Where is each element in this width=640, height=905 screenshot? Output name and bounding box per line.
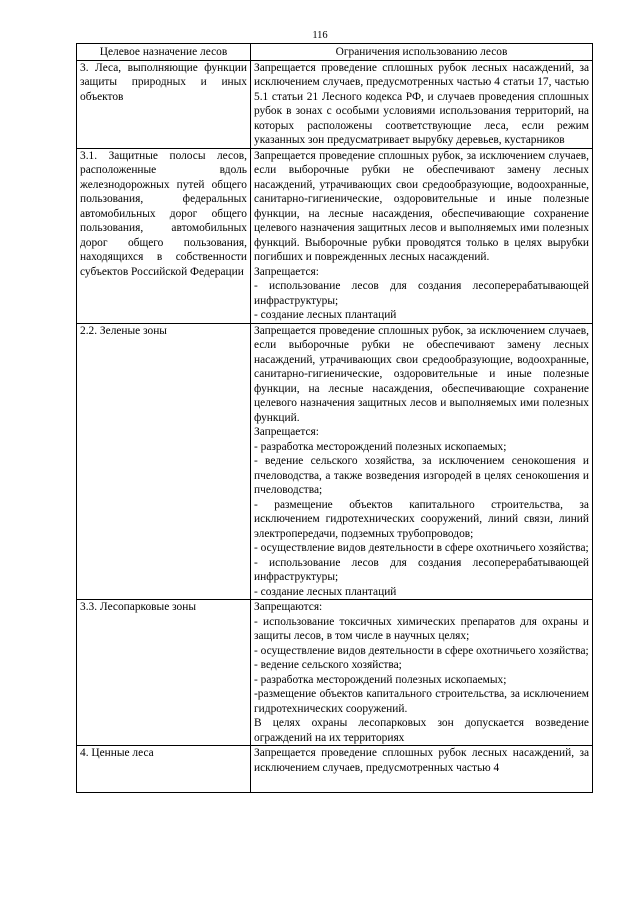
restriction-line: - разработка месторождений полезных ископаемых;	[254, 673, 507, 686]
purpose-cell: 3. Леса, выполняющие функции защиты природных и иных объектов	[77, 60, 251, 148]
restriction-line: В целях охраны лесопарковых зон допускается возведение ограждений на их территориях	[254, 717, 589, 744]
page-number: 116	[312, 30, 328, 41]
restrictions-cell	[251, 746, 593, 793]
table-row	[77, 60, 593, 148]
restrictions-cell	[251, 60, 593, 148]
forest-restrictions-table	[76, 43, 593, 793]
table-row	[77, 600, 593, 746]
purpose-cell: 3.3. Лесопарковые зоны	[77, 600, 251, 746]
restrictions-cell	[251, 148, 593, 323]
restriction-line: Запрещается:	[254, 265, 319, 278]
restriction-line: -размещение объектов капитального строительства, за исключением гидротехнических сооружений.	[254, 688, 589, 715]
restriction-line: - создание лесных плантаций	[254, 585, 397, 598]
restriction-line: Запрещается проведение сплошных рубок лесных насаждений, за исключением случаев, предусмотренных частью 4	[254, 747, 589, 774]
restrictions-cell	[251, 600, 593, 746]
restriction-line: - осуществление видов деятельности в сфере охотничьего хозяйства;	[254, 542, 589, 554]
table-row	[77, 323, 593, 600]
restriction-line: - использование лесов для создания лесоперерабатывающей инфраструктуры;	[254, 280, 589, 307]
purpose-cell: 3.1. Защитные полосы лесов, расположенные вдоль железнодорожных путей общего пользования, федеральных автомобильных дорог общего пользования, автомобильных дорог общего пользования, находящихся в собственности субъектов Российской Федерации	[77, 148, 251, 323]
restriction-line: Запрещается:	[254, 426, 319, 438]
restriction-line: - создание лесных плантаций	[254, 309, 397, 321]
restriction-line: Запрещается проведение сплошных рубок, за исключением случаев, если выборочные рубки не обеспечивают замену лесных насаждений, утрачивающих свои средообразующие, водоохранные, санитарно-гигиенические, оздоровительные и иные полезные функции, на лесные насаждения, обеспечивающие сохранение целевого назначения защитных лесов и выполняемых ими полезных функций. Выборочные рубки проводятся только в целях вырубки погибших и поврежденных лесных насаждений.	[254, 149, 589, 263]
purpose-cell: 4. Ценные леса	[77, 746, 251, 793]
header-restrictions: Ограничения использованию лесов	[251, 44, 593, 61]
restriction-line: - размещение объектов капитального строительства, за исключением гидротехнических сооружений, линий связи, линий электропередачи, подземных трубопроводов;	[254, 498, 589, 540]
restriction-line: - ведение сельского хозяйства;	[254, 659, 402, 671]
table-row	[77, 148, 593, 323]
restriction-line: - осуществление видов деятельности в сфере охотничьего хозяйства;	[254, 644, 589, 657]
restriction-line: - использование лесов для создания лесоперерабатывающей инфраструктуры;	[254, 556, 589, 583]
restriction-line: - использование токсичных химических препаратов для охраны и защиты лесов, в том числе в научных целях;	[254, 615, 589, 642]
restriction-line: Запрещается проведение сплошных рубок, за исключением случаев, если выборочные рубки не обеспечивают замену лесных насаждений, утрачивающих свои средообразующие, водоохранные, санитарно-гигиенические, оздоровительные и иные полезные функции, на лесные насаждения, обеспечивающие сохранение целевого назначения защитных лесов и выполняемых ими полезных функций.	[254, 324, 589, 424]
restriction-line: - разработка месторождений полезных ископаемых;	[254, 440, 507, 453]
restrictions-cell	[251, 323, 593, 600]
restriction-line: Запрещается проведение сплошных рубок лесных насаждений, за исключением случаев, предусмотренных частью 4 статьи 17, частью 5.1 статьи 21 Лесного кодекса РФ, и случаев проведения сплошных рубок в зонах с особыми условиями использования территорий, на которых расположены соответствующие леса, если режим указанных зон предусматривает вырубку деревьев, кустарников	[254, 61, 589, 146]
table-header-row	[77, 44, 593, 61]
restriction-line: - ведение сельского хозяйства, за исключением сенокошения и пчеловодства, а также возведения изгородей в целях сенокошения и пчеловодства;	[254, 455, 589, 496]
purpose-cell: 2.2. Зеленые зоны	[77, 323, 251, 600]
table-row	[77, 746, 593, 793]
header-purpose: Целевое назначение лесов	[77, 44, 251, 61]
restriction-line: Запрещаются:	[254, 601, 323, 613]
